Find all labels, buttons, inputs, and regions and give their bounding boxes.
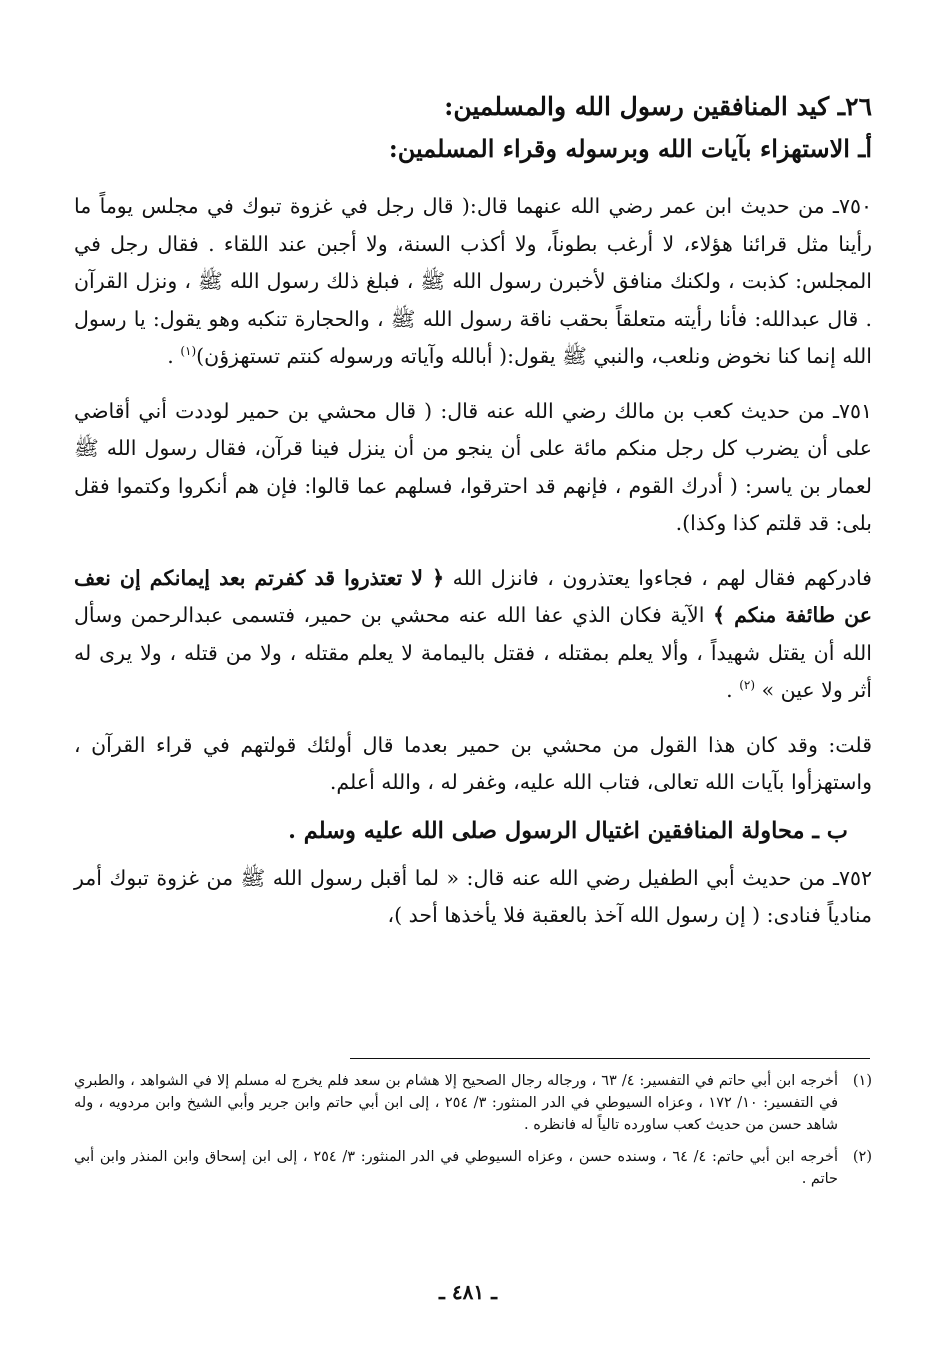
quran-verse: ﴿ لا تعتذروا قد كفرتم بعد إيمانكم إن نعف عن طائفة منكم ﴾ bbox=[74, 565, 872, 627]
page-number: ـ ٤٨١ ـ bbox=[439, 1280, 497, 1304]
hadith-750: ٧٥٠ـ من حديث ابن عمر رضي الله عنهما قال:( قال رجل في غزوة تبوك في مجلس يوماً ما رأينا مثل قرائنا هؤلاء، لا أرغب بطوناً، ولا أكذب السنة، ولا أجبن عند اللقاء . فقال رجل في المجلس: كذبت ، ولكنك منافق لأخبرن رسول الله ﷺ ، فبلغ ذلك رسول الله ﷺ ، ونزل القرآن . قال عبدالله: فأنا رأيته متعلقاً بحقب ناقة رسول الله ﷺ ، والحجارة تنكبه وهو يقول: يا رسول الله إنما كنا نخوض ونلعب، والنبي ﷺ يقول:( أبالله وآياته ورسوله كنتم تستهزؤن)$^{(١)}$ . bbox=[74, 194, 872, 368]
section-heading-b: ب ـ محاولة المنافقين اغتيال الرسول صلى الله عليه وسلم . bbox=[288, 817, 848, 844]
footnote-1 bbox=[74, 1070, 872, 1136]
hadith-752-text: ٧٥٢ـ من حديث أبي الطفيل رضي الله عنه قال: « لما أقبل رسول الله ﷺ من غزوة تبوك أمر منادياً فنادى: ( إن رسول الله آخذ بالعقبة فلا يأخذها أحد )، bbox=[74, 865, 872, 927]
continuation-end: الآية فكان الذي عفا الله عنه محشي بن حمير، فتسمى عبدالرحمن وسأل الله أن يقتل شهيداً ، وألا يعلم بمقتله ، فقتل باليمامة لا يعلم مقتله ، ولا من قتله ، ولا يرى له أثر ولا عين » bbox=[74, 603, 872, 702]
hadith-752 bbox=[74, 860, 872, 935]
continuation-start: فادركهم فقال لهم ، فجاءوا يعتذرون ، فانزل الله bbox=[452, 565, 872, 590]
author-comment bbox=[74, 727, 872, 802]
footnote-ref-1: (١) bbox=[180, 344, 197, 359]
chapter-heading: ٢٦ـ كيد المنافقين رسول الله والمسلمين: bbox=[444, 92, 872, 121]
footnote-text: أخرجه ابن أبي حاتم في التفسير: ٤/ ٦٣ ، ورجاله رجال الصحيح إلا هشام بن سعد فلم يخرج له مسلم إلا في الشواهد ، والطبري في التفسير: ١٠/ ١٧٢ ، وعزاه السيوطي في الدر المنثور: ٣/ ٢٥٤ ، إلى ابن أبي حاتم وابن جرير وأبي الشيخ وابن مردويه ، وله شاهد حسن من حديث كعب ساورده تالياً له فانظره . bbox=[74, 1073, 838, 1133]
hadith-751-text: ٧٥١ـ من حديث كعب بن مالك رضي الله عنه قال: ( قال محشي بن حمير لوددت أني أقاضي على أن يضرب كل رجل منكم مائة على أن ينجو من أن ينزل فينا قرآن، فقال رسول الله ﷺ لعمار بن ياسر: ( أدرك القوم ، فإنهم قد احترقوا، فسلهم عما قالوا: فإن هم أنكروا وكتموا فقل بلى: قد قلتم كذا وكذا). bbox=[74, 398, 872, 535]
footnote-number: (١) bbox=[852, 1073, 872, 1089]
hadith-751-continuation: فادركهم فقال لهم ، فجاءوا يعتذرون ، فانزل الله ﴿ لا تعتذروا قد كفرتم بعد إيمانكم إن نعف عن طائفة منكم ﴾ الآية فكان الذي عفا الله عنه محشي بن حمير، فتسمى عبدالرحمن وسأل الله أن يقتل شهيداً ، وألا يعلم بمقتله ، فقتل باليمامة لا يعلم مقتله ، ولا من قتله ، ولا يرى له أثر ولا عين » $^{(٢)}$ . bbox=[74, 565, 872, 702]
author-comment-text: قلت: وقد كان هذا القول من محشي بن حمير بعدما قال أولئك قولتهم في قراء القرآن ، واستهزأوا بآيات الله تعالى، فتاب الله عليه، وغفر له ، والله أعلم. bbox=[74, 732, 872, 794]
hadith-750-text: ٧٥٠ـ من حديث ابن عمر رضي الله عنهما قال:( قال رجل في غزوة تبوك في مجلس يوماً ما رأينا مثل قرائنا هؤلاء، لا أرغب بطوناً، ولا أكذب السنة، ولا أجبن عند اللقاء . فقال رجل في المجلس: كذبت ، ولكنك منافق لأخبرن رسول الله ﷺ ، فبلغ ذلك رسول الله ﷺ ، ونزل القرآن . قال عبدالله: فأنا رأيته متعلقاً بحقب ناقة رسول الله ﷺ ، والحجارة تنكبه وهو يقول: يا رسول الله إنما كنا نخوض ونلعب، والنبي ﷺ يقول:( أبالله وآياته ورسوله كنتم تستهزؤن) bbox=[74, 194, 872, 368]
section-heading-a: أـ الاستهزاء بآيات الله وبرسوله وقراء المسلمين: bbox=[388, 134, 872, 163]
page-body bbox=[74, 88, 872, 952]
footnote-2 bbox=[74, 1146, 872, 1190]
hadith-751 bbox=[74, 393, 872, 543]
footnote-divider bbox=[350, 1058, 870, 1059]
footnote-text: أخرجه ابن أبي حاتم: ٤/ ٦٤ ، وسنده حسن ، وعزاه السيوطي في الدر المنثور: ٣/ ٢٥٤ ، إلى ابن إسحاق وابن المنذر وابن أبي حاتم . bbox=[74, 1149, 839, 1187]
footnote-ref-2: (٢) bbox=[739, 678, 756, 693]
footnote-number: (٢) bbox=[852, 1149, 872, 1165]
footnotes bbox=[74, 1070, 872, 1200]
